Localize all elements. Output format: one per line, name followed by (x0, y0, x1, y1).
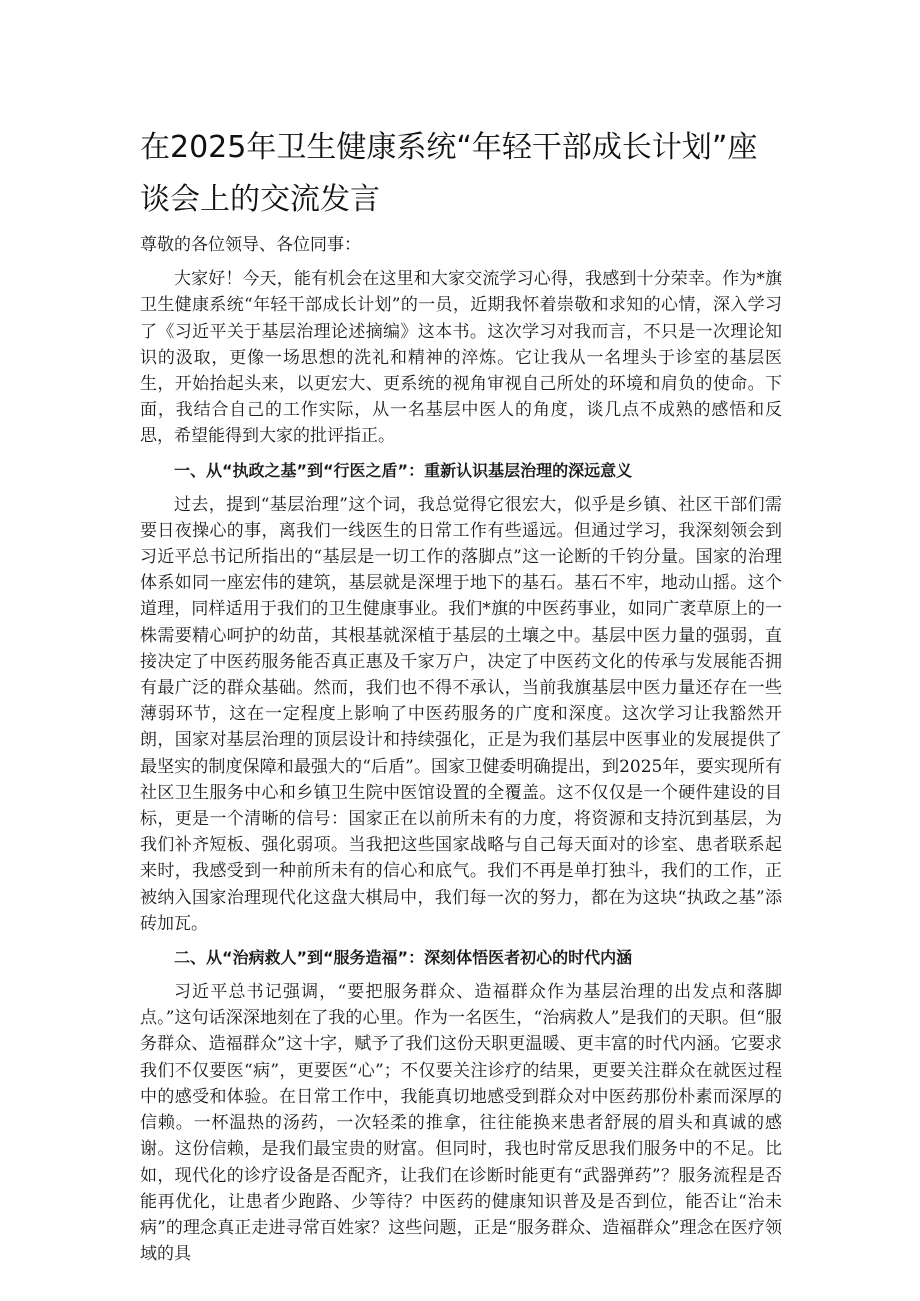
intro-paragraph: 大家好！今天，能有机会在这里和大家交流学习心得，我感到十分荣幸。作为*旗卫生健康系统“年轻干部成长计划”的一员，近期我怀着崇敬和求知的心情，深入学习了《习近平关于基层治理论述摘编》这本书。这次学习对我而言，不只是一次理论知识的汲取，更像一场思想的洗礼和精神的淬炼。它让我从一名埋头于诊室的基层医生，开始抬起头来，以更宏大、更系统的视角审视自己所处的环境和肩负的使命。下面，我结合自己的工作实际，从一名基层中医人的角度，谈几点不成熟的感悟和反思，希望能得到大家的批评指正。 (140, 269, 782, 447)
section-1-paragraph: 过去，提到“基层治理”这个词，我总觉得它很宏大，似乎是乡镇、社区干部们需要日夜操心的事，离我们一线医生的日常工作有些遥远。但通过学习，我深刻领会到习近平总书记所指出的“基层是一切工作的落脚点”这一论断的千钧分量。国家的治理体系如同一座宏伟的建筑，基层就是深埋于地下的基石。基石不牢，地动山摇。这个道理，同样适用于我们的卫生健康事业。我们*旗的中医药事业，如同广袤草原上的一株需要精心呵护的幼苗，其根基就深植于基层的土壤之中。基层中医力量的强弱，直接决定了中医药服务能否真正惠及千家万户，决定了中医药文化的传承与发展能否拥有最广泛的群众基础。然而，我们也不得不承认，当前我旗基层中医力量还存在一些薄弱环节，这在一定程度上影响了中医药服务的广度和深度。这次学习让我豁然开朗，国家对基层治理的顶层设计和持续强化，正是为我们基层中医事业的发展提供了最坚实的制度保障和最强大的“后盾”。国家卫健委明确提出，到2025年，要实现所有社区卫生服务中心和乡镇卫生院中医馆设置的全覆盖。这不仅仅是一个硬件建设的目标，更是一个清晰的信号：国家正在以前所未有的力度，将资源和支持沉到基层，为我们补齐短板、强化弱项。当我把这些国家战略与自己每天面对的诊室、患者联系起来时，我感受到一种前所未有的信心和底气。我们不再是单打独斗，我们的工作，正被纳入国家治理现代化这盘大棋局中，我们每一次的努力，都在为这块“执政之基”添砖加瓦。 (140, 494, 782, 934)
section-2-paragraph: 习近平总书记强调，“要把服务群众、造福群众作为基层治理的出发点和落脚点。”这句话深深地刻在了我的心里。作为一名医生，“治病救人”是我们的天职。但“服务群众、造福群众”这十字，赋予了我们这份天职更温暖、更丰富的时代内涵。它要求我们不仅要医“病”，更要医“心”；不仅要关注诊疗的结果，更要关注群众在就医过程中的感受和体验。在日常工作中，我能真切地感受到群众对中医药那份朴素而深厚的信赖。一杯温热的汤药，一次轻柔的推拿，往往能换来患者舒展的眉头和真诚的感谢。这份信赖，是我们最宝贵的财富。但同时，我也时常反思我们服务中的不足。比如，现代化的诊疗设备是否配齐，让我们在诊断时能更有“武器弹药”？服务流程是否能再优化，让患者少跑路、少等待？中医药的健康知识普及是否到位，能否让“治未病”的理念真正走进寻常百姓家？这些问题，正是“服务群众、造福群众”理念在医疗领域的具 (140, 982, 782, 1265)
document-title: 在2025年卫生健康系统“年轻干部成长计划”座谈会上的交流发言 (140, 130, 758, 217)
section-heading-2: 二、从“治病救人”到“服务造福”：深刻体悟医者初心的时代内涵 (174, 948, 633, 968)
document-body (140, 232, 782, 1273)
salutation: 尊敬的各位领导、各位同事： (140, 235, 361, 255)
section-heading-1: 一、从“执政之基”到“行医之盾”：重新认识基层治理的深远意义 (174, 460, 633, 480)
